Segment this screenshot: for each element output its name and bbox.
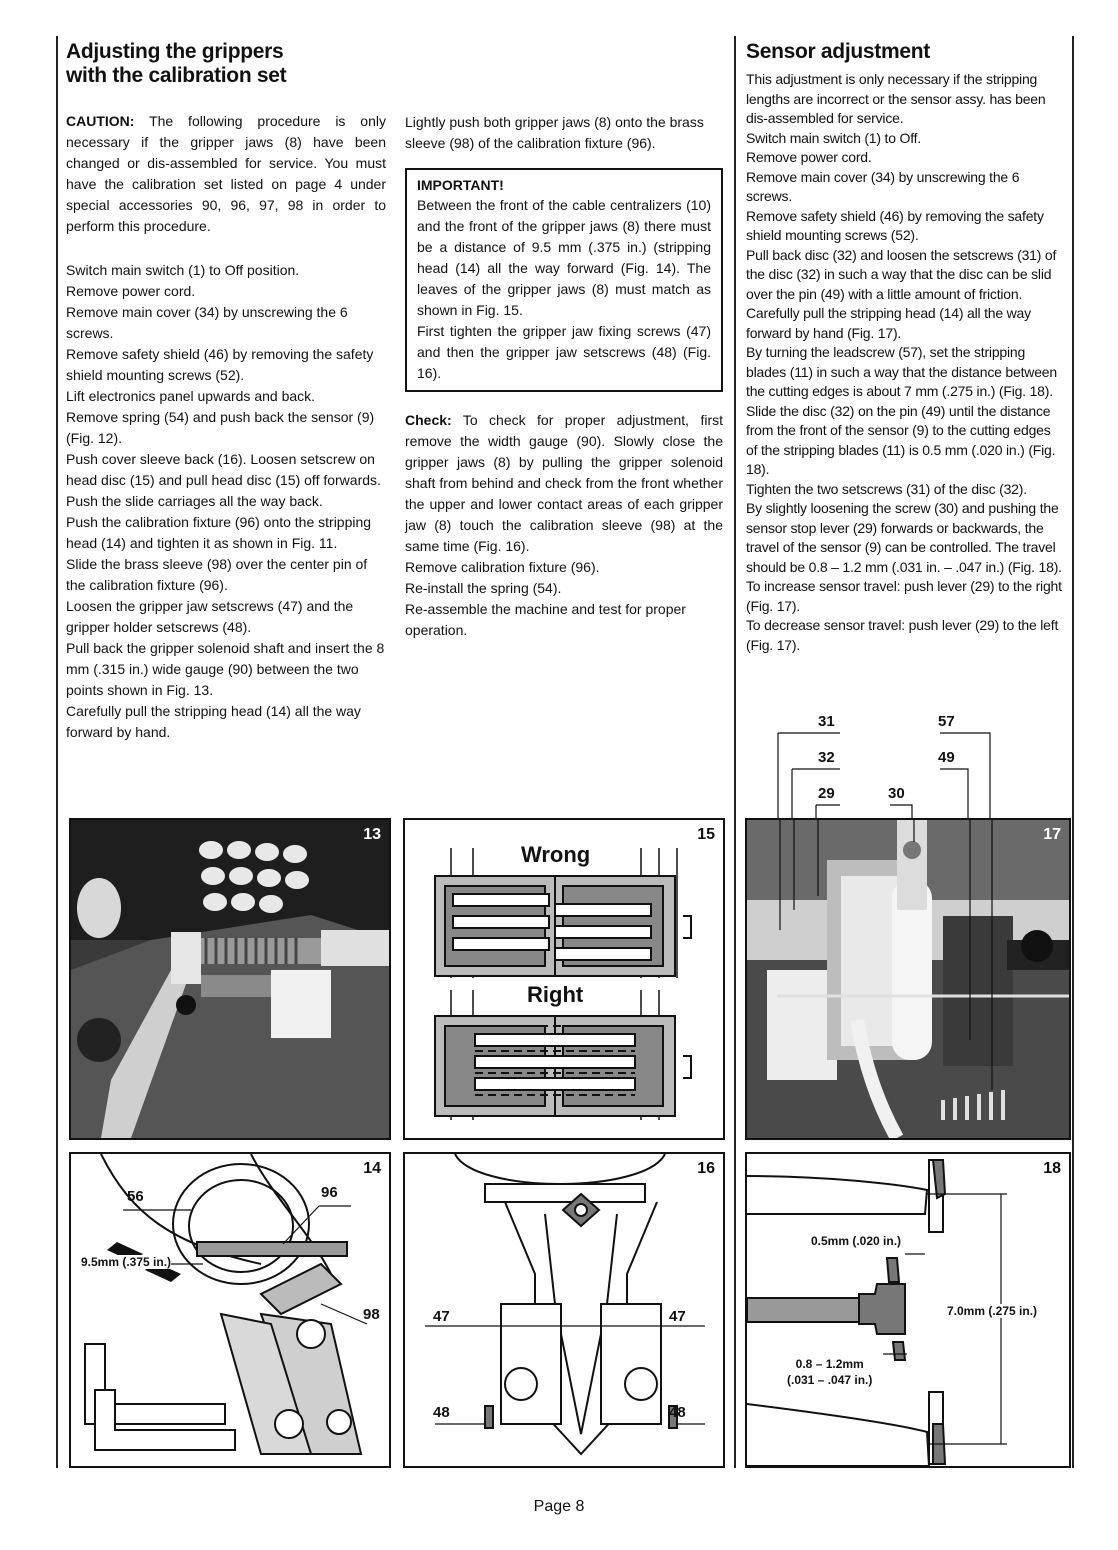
callout-57: 57 [938, 713, 955, 730]
figure-17-number: 17 [1043, 826, 1061, 843]
sensor-step: To increase sensor travel: push lever (29) to the right (Fig. 17). [746, 578, 1062, 614]
procedure-step: Re-assemble the machine and test for proper operation. [405, 601, 686, 638]
fig15-right-label: Right [523, 982, 587, 1008]
procedure-step: Remove main cover (34) by unscrewing the 6 screws. [66, 304, 348, 341]
procedure-step: Remove safety shield (46) by removing the safety shield mounting screws (52). [66, 346, 374, 383]
left-column-rule [56, 36, 58, 1468]
procedure-step: Slide the brass sleeve (98) over the center pin of the calibration fixture (96). [66, 556, 368, 593]
sensor-step: This adjustment is only necessary if the stripping lengths are incorrect or the sensor assy. has been dis-assembled for service. [746, 71, 1046, 126]
procedure-step: Re-install the spring (54). [405, 580, 562, 596]
check-text: To check for proper adjustment, first remove the width gauge (90). Slowly close the gripper jaws (8) by pulling the gripper solenoid shaft from behind and check from the front whether the upper and lower contact areas of each gripper jaw (8) touch the calibration sleeve (98) at the same time (Fig. 16). [405, 412, 724, 554]
figure-15-diagram [403, 818, 725, 1140]
figure-14-number: 14 [363, 1160, 381, 1177]
sensor-step: Remove safety shield (46) by removing the safety shield mounting screws (52). [746, 207, 1044, 243]
sensor-step: Switch main switch (1) to Off. [746, 129, 922, 146]
fig16-label-47-right: 47 [669, 1308, 686, 1325]
middle-step-list [405, 557, 723, 641]
procedure-step: Remove power cord. [66, 283, 196, 299]
procedure-step: Pull back the gripper solenoid shaft and insert the 8 mm (.315 in.) wide gauge (90) between the two points shown in Fig. 13. [66, 640, 385, 698]
sensor-step: Pull back disc (32) and loosen the setscrews (31) of the disc (32) in such a way that the disc can be slid over the pin (49) with a little amount of friction. [746, 246, 1057, 302]
procedure-step: Loosen the gripper jaw setscrews (47) and the gripper holder setscrews (48). [66, 598, 354, 635]
sensor-step-list [746, 70, 1064, 655]
section-title-grippers [66, 40, 386, 88]
callout-29: 29 [818, 785, 835, 802]
callout-32: 32 [818, 749, 835, 766]
procedure-step: Push the slide carriages all the way back. [66, 493, 323, 509]
figure-13-photo [69, 818, 391, 1140]
callout-30: 30 [888, 785, 905, 802]
sensor-step: Carefully pull the stripping head (14) all the way forward by hand (Fig. 17). [746, 305, 1031, 341]
fig16-label-47-left: 47 [433, 1308, 450, 1325]
fig13-illustration [71, 820, 389, 1138]
fig17-callout-lines [740, 705, 1070, 825]
fig14-label-56: 56 [127, 1188, 144, 1205]
figure-18-number: 18 [1043, 1160, 1061, 1177]
important-text-1: Between the front of the cable centralizers (10) and the front of the gripper jaws (8) there must be a distance of 9.5 mm (.375 in.) (stripping head (14) all the way forward (Fig. 14). The leaves of the gripper jaws (8) must match as shown in Fig. 15. [417, 197, 711, 318]
fig15-wrong-label: Wrong [517, 842, 594, 868]
procedure-step: Remove spring (54) and push back the sensor (9) (Fig. 12). [66, 409, 375, 446]
fig18-dim-7mm: 7.0mm (.275 in.) [947, 1304, 1038, 1318]
important-text-2: First tighten the gripper jaw fixing screws (47) and then the gripper jaw setscrews (48) (Fig. 16). [417, 323, 711, 381]
section-title-sensor: Sensor adjustment [746, 40, 930, 63]
procedure-step: Lift electronics panel upwards and back. [66, 388, 316, 404]
figure-18-drawing [745, 1152, 1071, 1468]
fig14-label-96: 96 [321, 1184, 338, 1201]
fig18-dim-0.5mm: 0.5mm (.020 in.) [811, 1234, 902, 1248]
title-line-1: Adjusting the grippers [66, 40, 284, 63]
figure-15-number: 15 [697, 826, 715, 843]
title-line-2: with the calibration set [66, 64, 287, 87]
fig14-label-98: 98 [363, 1306, 380, 1323]
callout-49: 49 [938, 749, 955, 766]
page-number: Page 8 [533, 1498, 585, 1515]
fig14-dimension: 9.5mm (.375 in.) [81, 1255, 172, 1269]
important-box [405, 168, 723, 392]
fig18-dim-travel-mm: 0.8 – 1.2mm [795, 1357, 864, 1371]
important-title: IMPORTANT! [417, 177, 504, 193]
sensor-step: Remove main cover (34) by unscrewing the 6 screws. [746, 168, 1020, 204]
caution-paragraph [66, 111, 386, 237]
fig16-label-48-left: 48 [433, 1404, 450, 1421]
fig18-dim-travel [787, 1356, 872, 1388]
fig14-illustration [71, 1154, 389, 1466]
caution-text: The following procedure is only necessary if the gripper jaws (8) have been changed or dis-assembled for service. You must have the calibration set listed on page 4 under special accessories 90, 96, 97, 98 in order to perform this procedure. [66, 113, 386, 234]
fig16-label-48-right: 48 [669, 1404, 686, 1421]
figure-13-number: 13 [363, 826, 381, 843]
procedure-step: Carefully pull the stripping head (14) all the way forward by hand. [66, 703, 361, 740]
procedure-step: Push cover sleeve back (16). Loosen setscrew on head disc (15) and pull head disc (15) off forwards. [66, 451, 381, 488]
figure-16-number: 16 [697, 1160, 715, 1177]
page-right-rule [1072, 36, 1074, 1468]
sensor-step: Remove power cord. [746, 149, 872, 165]
middle-column [405, 112, 723, 641]
callout-31: 31 [818, 713, 835, 730]
sensor-step: By slightly loosening the screw (30) and pushing the sensor stop lever (29) forwards or backwards, the travel of the sensor (9) can be controlled. The travel should be 0.8 – 1.2 mm (.031 in. – .047 in.) (Fig. 18). [746, 500, 1062, 575]
sensor-step: By turning the leadscrew (57), set the stripping blades (11) in such a way that the distance between the cutting edges is about 7 mm (.275 in.) (Fig. 18). [746, 344, 1057, 399]
figure-14-drawing [69, 1152, 391, 1468]
procedure-step: Push the calibration fixture (96) onto the stripping head (14) and tighten it as shown in Fig. 11. [66, 514, 372, 551]
procedure-step: Remove calibration fixture (96). [405, 559, 600, 575]
fig17-illustration [747, 820, 1069, 1138]
caution-label: CAUTION: [66, 113, 135, 129]
middle-intro: Lightly push both gripper jaws (8) onto the brass sleeve (98) of the calibration fixture (96). [405, 114, 704, 151]
left-step-list [66, 260, 386, 743]
check-label: Check: [405, 412, 452, 428]
procedure-step: Switch main switch (1) to Off position. [66, 262, 300, 278]
sensor-step: Slide the disc (32) on the pin (49) until the distance from the front of the sensor (9) to the cutting edges of the stripping blades (11) is 0.5 mm (.020 in.) (Fig. 18). [746, 402, 1056, 477]
check-paragraph [405, 410, 723, 557]
figure-16-drawing [403, 1152, 725, 1468]
figure-17-photo [745, 818, 1071, 1140]
right-column [746, 40, 1064, 655]
right-column-rule [734, 36, 736, 1468]
sensor-step: To decrease sensor travel: push lever (29) to the left (Fig. 17). [746, 617, 1059, 653]
fig18-dim-travel-in: (.031 – .047 in.) [787, 1373, 873, 1387]
sensor-step: Tighten the two setscrews (31) of the disc (32). [746, 480, 1027, 497]
left-column [66, 40, 386, 743]
